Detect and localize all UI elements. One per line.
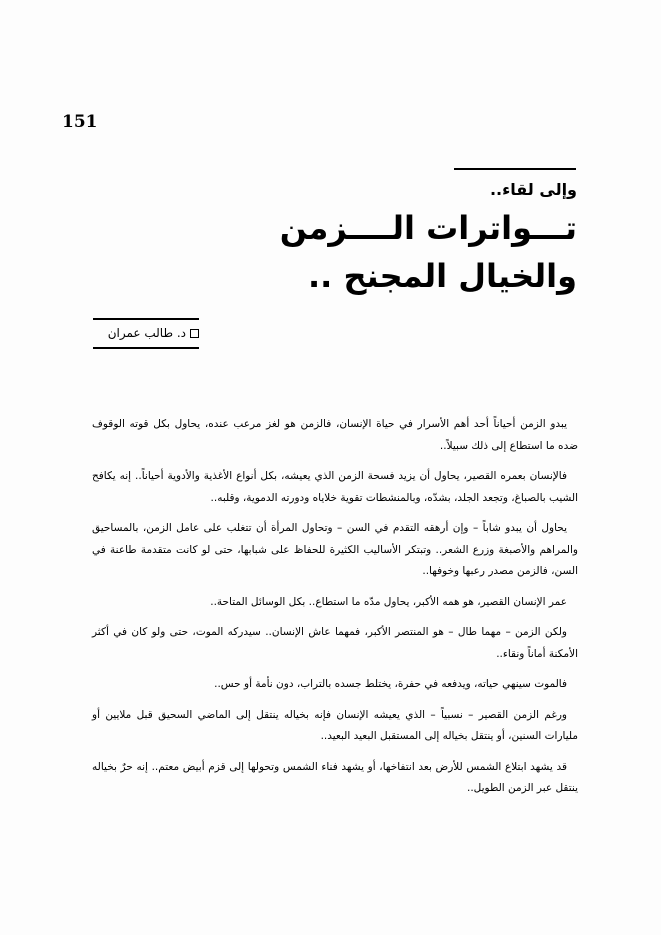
article-body xyxy=(92,414,578,809)
paragraph: فالإنسان بعمره القصير، يحاول أن يزيد فسحة الزمن الذي يعيشه، بكل أنواع الأغذية والأدوية أحياناً.. إنه يكافح الشيب بالصباغ، وتجعد الجلد، بشدّه، وبالمنشطات تقوية خلاياه ودورته الدموية، وقلبه.. xyxy=(92,470,578,504)
author-rule-bottom xyxy=(93,347,199,349)
article-title-line-2: والخيال المجنح .. xyxy=(308,257,577,295)
column-title: وإلى لقاء.. xyxy=(489,180,577,199)
paragraph: فالموت سينهي حياته، ويدفعه في حفرة، يختلط جسده بالتراب، دون نأمة أو حس.. xyxy=(214,678,567,690)
author-rule-top xyxy=(93,318,199,320)
author-byline xyxy=(93,326,199,340)
header-rule xyxy=(454,168,576,170)
author-name: د. طالب عمران xyxy=(107,326,186,340)
article-title xyxy=(280,204,577,300)
paragraph: عمر الإنسان القصير، هو همه الأكبر، يحاول مدّه ما استطاع.. بكل الوسائل المتاحة.. xyxy=(210,595,567,608)
paragraph: ولكن الزمن – مهما طال – هو المنتصر الأكبر، فمهما عاش الإنسان.. سيدركه الموت، حتى ولو كان في أكثر الأمكنة أماناً ونقاء.. xyxy=(92,626,578,660)
paragraph: قد يشهد ابتلاع الشمس للأرض بعد انتفاخها، أو يشهد فناء الشمس وتحولها إلى قزم أبيض معتم.. إنه حرٌ بخياله ينتقل عبر الزمن الطويل.. xyxy=(92,760,578,794)
article-title-line-1: تـــواترات الــــزمن xyxy=(279,209,577,247)
page-number: 151 xyxy=(62,112,98,132)
paragraph: ورغم الزمن القصير – نسبياً – الذي يعيشه الإنسان فإنه بخياله ينتقل إلى الماضي السحيق قبل ملايين أو مليارات السنين، أو ينتقل بخياله إلى المستقبل البعيد البعيد.. xyxy=(92,708,578,742)
paragraph: يبدو الزمن أحياناً أحد أهم الأسرار في حياة الإنسان، فالزمن هو لغز مرعب عنده، يحاول بكل قوته الوقوف ضده ما استطاع إلى ذلك سبيلاً.. xyxy=(92,418,578,452)
paragraph: يحاول أن يبدو شاباً – وإن أرهقه التقدم في السن – وتحاول المرأة أن تتغلب على عامل الزمن، بالمساحيق والمراهم والأصبغة وزرع الشعر.. وتبتكر الأساليب الكثيرة للحفاظ على شبابها، حتى لو كانت متقدمة طاعنة في السن، فالزمن مصدر رعبها وخوفها.. xyxy=(92,522,578,577)
square-bullet-icon xyxy=(190,329,199,338)
